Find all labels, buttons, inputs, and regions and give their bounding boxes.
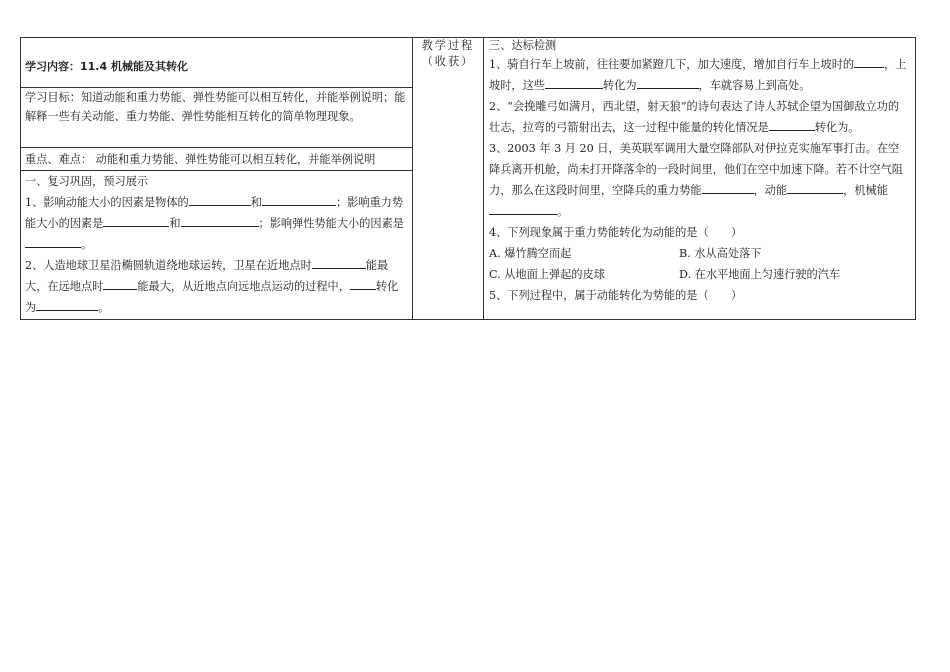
answer-blank[interactable] (769, 118, 815, 131)
answer-blank[interactable] (702, 181, 754, 194)
assessment-question-3: 3、2003 年 3 月 20 日，美英联军调用大量空降部队对伊拉克实施军事打击。在空降兵离开机舱，尚未打开降落伞的一段时间里，他们在空中加速下降。若不计空气阻力，那么在这段时间里，空降兵的重力势能 ，动能 ，机械能。 (489, 142, 903, 218)
option-a[interactable]: A. 爆竹腾空而起 (489, 247, 572, 260)
review-heading: 一、复习巩固，预习展示 (25, 175, 149, 188)
assessment-question-2: 2、“会挽雕弓如满月，西北望，射天狼”的诗句表达了诗人苏轼企望为国御敌立功的壮志，拉弯的弓箭射出去，这一过程中能量的转化情况是 转化为。 (489, 100, 900, 134)
option-c[interactable]: C. 从地面上弹起的皮球 (489, 268, 605, 281)
review-question-1: 1、影响动能大小的因素是物体的 和 ；影响重力势能大小的因素是 和 ；影响弹性势能大小的因素是。 (25, 192, 408, 255)
assessment-question-1: 1、骑自行车上坡前，往往要加紧蹬几下，加大速度，增加自行车上坡时的 ，上坡时，这些 转化为 ，车就容易上到高处。 (489, 54, 909, 96)
assessment-heading: 三、达标检测 (489, 39, 557, 52)
answer-blank[interactable] (787, 181, 843, 194)
options-row-1 (489, 243, 909, 264)
process-header: 教学过程 （收获） (421, 39, 475, 68)
right-column (484, 38, 915, 319)
option-b[interactable]: B. 水从高处落下 (679, 247, 762, 260)
answer-blank[interactable] (103, 277, 137, 290)
review-question-2: 2、人造地球卫星沿椭圆轨道绕地球运转，卫星在近地点时 能最大，在远地点时 能最大，从近地点向远地点运动的过程中， 转化为 。 (25, 255, 408, 318)
middle-column (413, 38, 484, 319)
answer-blank[interactable] (262, 193, 336, 206)
lesson-title: 学习内容：11.4 机械能及其转化 (21, 38, 412, 88)
option-d[interactable]: D. 在水平地面上匀速行驶的汽车 (679, 268, 841, 281)
answer-blank[interactable] (350, 277, 376, 290)
key-points: 重点、难点： 动能和重力势能、弹性势能可以相互转化，并能举例说明 (21, 148, 412, 171)
options-row-2 (489, 264, 909, 285)
answer-blank[interactable] (637, 76, 699, 89)
answer-blank[interactable] (489, 202, 557, 215)
answer-blank[interactable] (36, 298, 98, 311)
learning-goals: 学习目标：知道动能和重力势能、弹性势能可以相互转化，并能举例说明；能解释一些有关动能、重力势能、弹性势能相互转化的简单物理现象。 (21, 88, 412, 148)
answer-blank[interactable] (103, 214, 169, 227)
left-column (21, 38, 413, 319)
review-section (21, 171, 412, 319)
answer-blank[interactable] (189, 193, 251, 206)
answer-blank[interactable] (181, 214, 259, 227)
assessment-section (484, 38, 915, 306)
answer-blank[interactable] (25, 235, 81, 248)
answer-blank[interactable] (854, 55, 884, 68)
answer-blank[interactable] (545, 76, 603, 89)
answer-blank[interactable] (312, 256, 366, 269)
worksheet-table (20, 37, 916, 320)
assessment-question-5: 5、下列过程中，属于动能转化为势能的是（ ） (489, 289, 743, 302)
assessment-question-4: 4、下列现象属于重力势能转化为动能的是（ ） (489, 226, 743, 239)
